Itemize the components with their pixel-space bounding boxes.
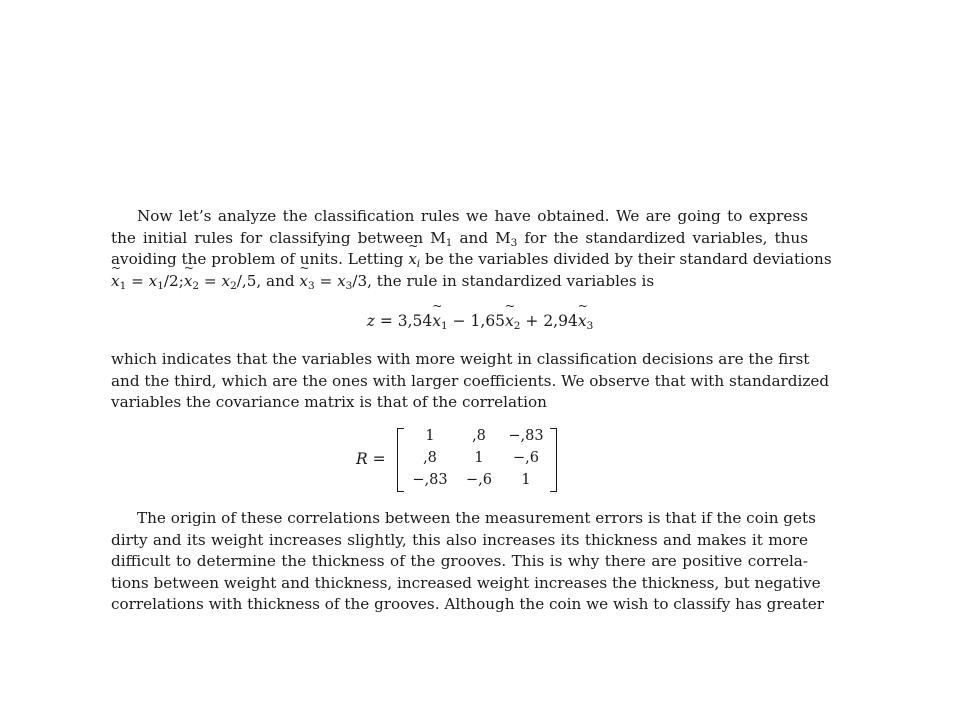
subscript: 2 xyxy=(230,279,237,292)
text-line xyxy=(111,508,816,530)
text-line xyxy=(111,392,808,414)
text-span: , the rule in standardized variables is xyxy=(367,271,655,290)
text-span: /,5, and xyxy=(236,271,300,290)
text-span: tions between weight and thickness, increased weight increases the thickness, but negative xyxy=(111,573,821,592)
text-line xyxy=(111,594,825,616)
math-variable: ~ x xyxy=(505,312,514,330)
left-bracket xyxy=(397,428,404,492)
subscript: 1 xyxy=(119,279,127,292)
math-variable: x xyxy=(221,271,231,290)
equation-standardized-rule xyxy=(0,312,960,330)
text-span: which indicates that the variables with more weight in classification decisions are the first xyxy=(111,350,810,368)
paragraph-weights xyxy=(111,349,830,414)
text-span: + 2,94 xyxy=(520,312,578,330)
subscript: i xyxy=(416,258,421,271)
matrix-label xyxy=(356,450,386,468)
right-bracket xyxy=(550,428,557,492)
math-variable: x xyxy=(337,271,346,290)
math-variable: ~ x xyxy=(432,312,441,330)
subscript: 2 xyxy=(192,279,200,292)
text-line xyxy=(111,228,808,250)
text-span: = 3,54 xyxy=(374,312,433,330)
math-variable: x xyxy=(148,271,158,290)
text-span: correlations with thickness of the grooves. Although the coin we wish to classify has greater xyxy=(111,595,825,614)
text-line xyxy=(111,349,808,371)
text-span: variables the covariance matrix is that of the correlation xyxy=(111,393,547,412)
math-variable: z xyxy=(366,312,375,330)
subscript: 1 xyxy=(441,320,448,332)
text-span: /2; xyxy=(163,271,184,290)
matrix-cell: −,6 xyxy=(513,450,539,466)
subscript: 3 xyxy=(510,236,518,249)
text-span: and M xyxy=(452,228,511,247)
math-variable: ~ x xyxy=(184,271,193,293)
math-variable: ~ x xyxy=(111,271,120,293)
text-span: avoiding the problem of units. Letting xyxy=(111,250,409,269)
text-line xyxy=(111,551,808,573)
math-variable: ~ x xyxy=(299,271,308,293)
math-variable: R xyxy=(356,450,368,468)
text-span: the initial rules for classifying between M xyxy=(111,228,446,247)
text-line xyxy=(111,530,808,552)
matrix-cell: ,8 xyxy=(423,450,437,466)
math-variable: ~ x xyxy=(408,249,417,271)
text-span: and the third, which are the ones with larger coefficients. We observe that with standardized xyxy=(111,371,830,390)
matrix-cell: 1 xyxy=(474,450,484,466)
text-line xyxy=(111,573,821,595)
paragraph-correlation-origin xyxy=(111,508,825,616)
text-line xyxy=(111,249,832,271)
text-span: The origin of these correlations between the measurement errors is that if the coin gets xyxy=(137,509,816,527)
subscript: 1 xyxy=(157,279,164,292)
text-span: = xyxy=(126,271,149,290)
text-span: − 1,65 xyxy=(447,312,506,330)
math-variable: ~ x xyxy=(578,312,587,330)
text-line xyxy=(111,371,830,393)
text-line xyxy=(111,206,808,228)
paragraph-classification-rules xyxy=(111,206,832,292)
text-line xyxy=(111,271,808,293)
text-span: = xyxy=(314,271,338,290)
subscript: 1 xyxy=(445,236,453,249)
matrix-cell: 1 xyxy=(425,428,435,444)
correlation-matrix xyxy=(356,426,566,494)
matrix-cell: −,6 xyxy=(466,472,492,488)
subscript: 3 xyxy=(586,320,594,332)
text-span: = xyxy=(367,450,386,468)
subscript: 3 xyxy=(307,279,315,292)
subscript: 3 xyxy=(345,279,353,292)
text-span: = xyxy=(199,271,222,290)
matrix-cell: −,83 xyxy=(412,472,448,488)
text-span: Now let’s analyze the classification rules we have obtained. We are going to express xyxy=(137,207,808,225)
matrix-cell: ,8 xyxy=(472,428,486,444)
matrix-cell: 1 xyxy=(521,472,531,488)
text-span: difficult to determine the thickness of the grooves. This is why there are positive correla- xyxy=(111,552,808,571)
matrix-cell: −,83 xyxy=(508,428,544,444)
text-span: be the variables divided by their standard deviations xyxy=(420,250,832,269)
subscript: 2 xyxy=(513,320,521,332)
text-span: /3 xyxy=(352,271,368,290)
text-span: for the standardized variables, thus xyxy=(517,228,808,247)
text-span: dirty and its weight increases slightly, this also increases its thickness and makes it more xyxy=(111,530,808,549)
